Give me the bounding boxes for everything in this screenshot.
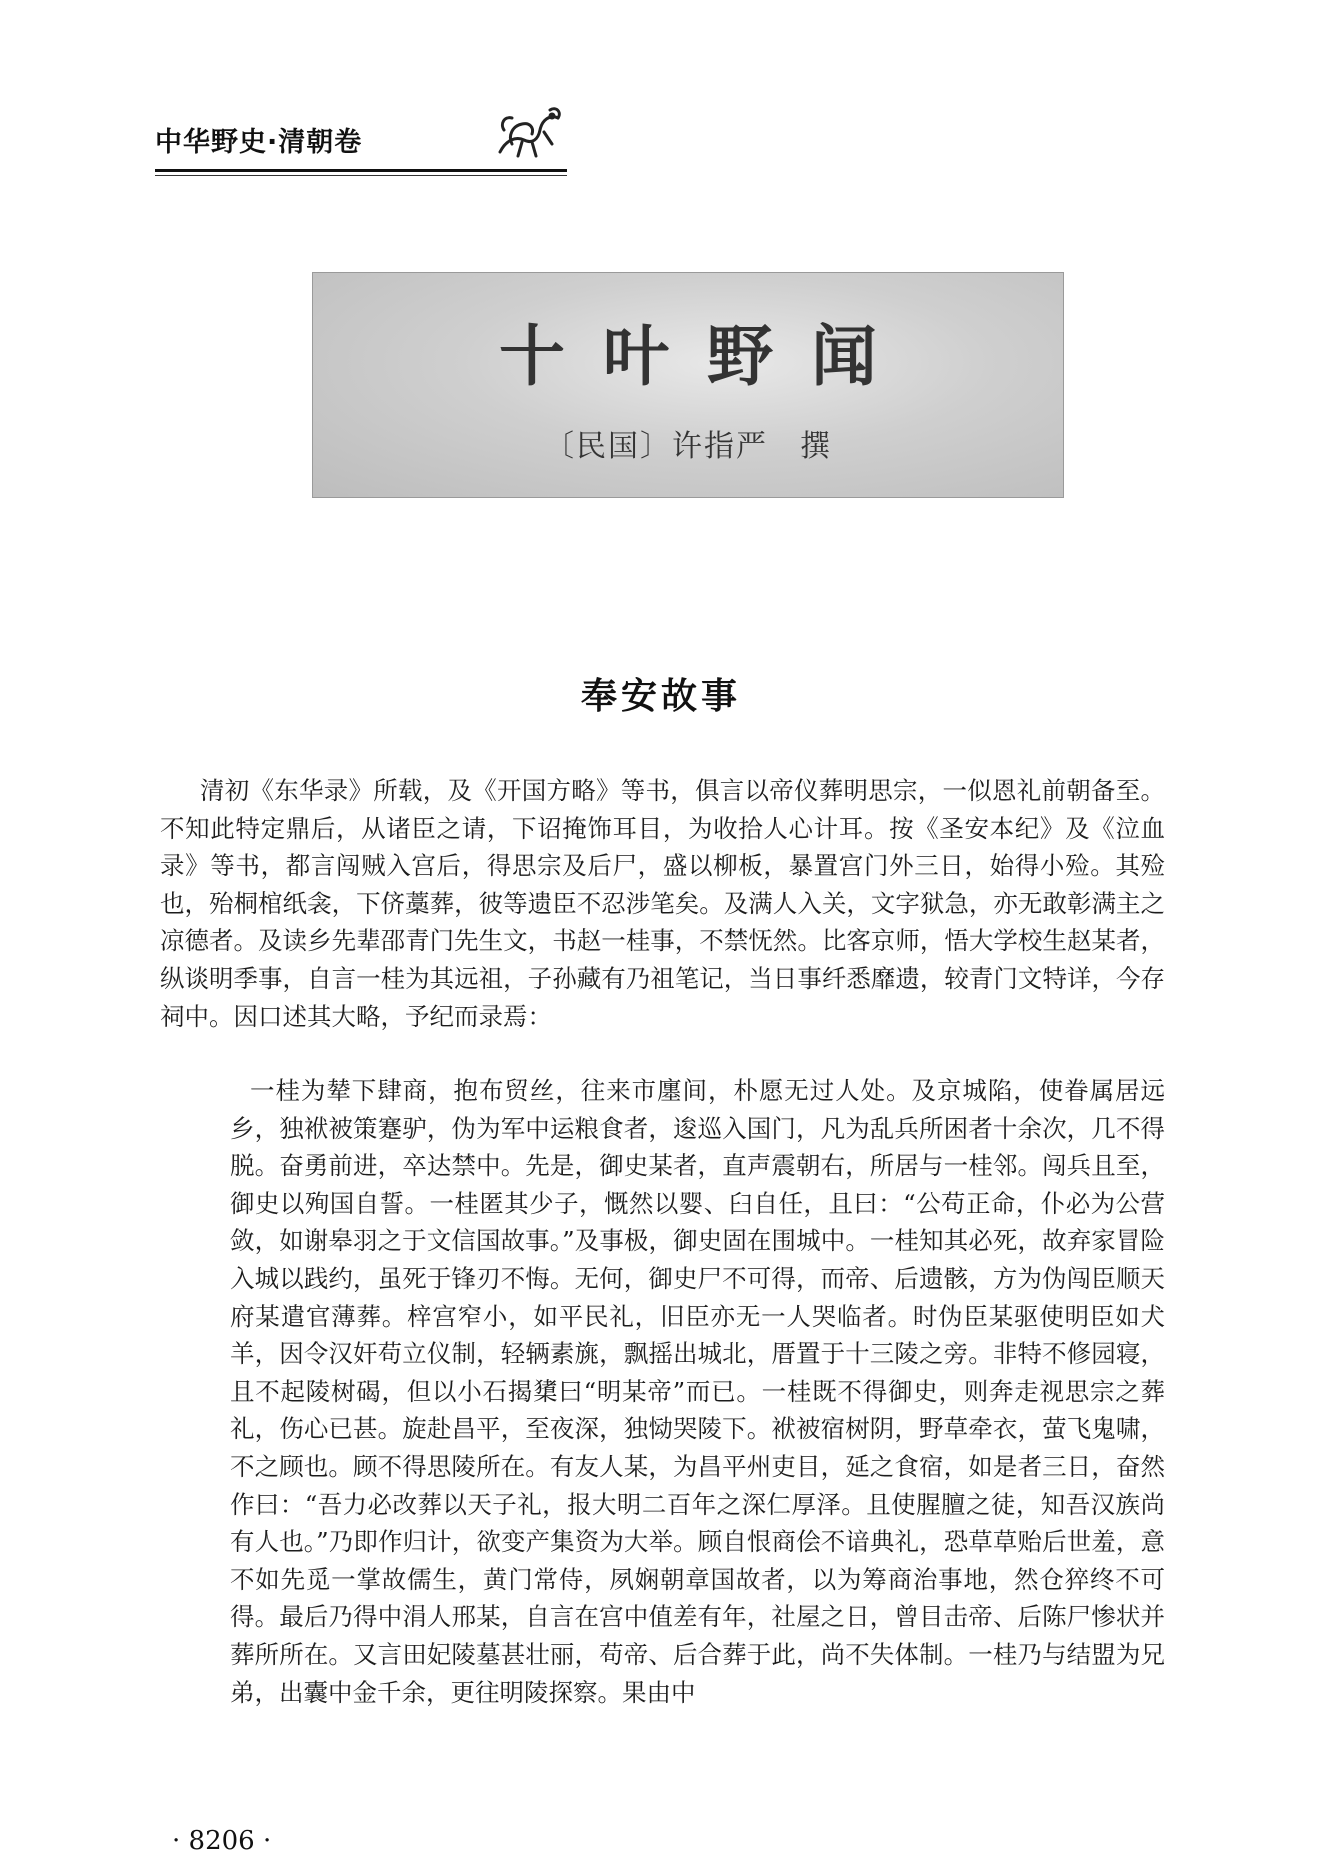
- dragon-emblem-icon: [492, 100, 568, 164]
- book-author: 〔民国〕许指严 撰: [544, 429, 832, 464]
- page-number: · 8206 ·: [172, 1826, 272, 1856]
- title-banner: [312, 272, 1064, 498]
- book-title: 十叶野闻: [499, 317, 915, 395]
- header-rule-thin: [155, 175, 567, 176]
- header-rule: [155, 169, 567, 172]
- body-paragraph: 一桂为辇下肆商，抱布贸丝，往来市廛间，朴愿无过人处。及京城陷，使眷属居远乡，独袱被策蹇驴，伪为军中运粮食者，逡巡入国门，凡为乱兵所困者十余次，几不得脱。奋勇前进，卒达禁中。先是，御史某者，直声震朝右，所居与一桂邻。闯兵且至，御史以殉国自誓。一桂匿其少子，慨然以婴、臼自任，且曰：“公苟正命，仆必为公营敛，如谢皋羽之于文信国故事。”及事极，御史固在围城中。一桂知其必死，故弃家冒险入城以践约，虽死于锋刃不悔。无何，御史尸不可得，而帝、后遗骸，方为伪闯臣顺天府某遣官薄葬。梓宫窄小，如平民礼，旧臣亦无一人哭临者。时伪臣某驱使明臣如犬羊，因令汉奸苟立仪制，轻辆素旐，飘摇出城北，厝置于十三陵之旁。非特不修园寝，且不起陵树碣，但以小石揭橥曰“明某帝”而已。一桂既不得御史，则奔走视思宗之葬礼，伤心已甚。旋赴昌平，至夜深，独恸哭陵下。袱被宿树阴，野草牵衣，萤飞鬼啸，不之顾也。顾不得思陵所在。有友人某，为昌平州吏目，延之食宿，如是者三日，奋然作曰：“吾力必改葬以天子礼，报大明二百年之深仁厚泽。且使腥膻之徒，知吾汉族尚有人也。”乃即作归计，欲变产集资为大举。顾自恨商侩不谙典礼，恐草草贻后世羞，意不如先觅一掌故儒生，黄门常侍，夙娴朝章国故者，以为筹商治事地，然仓猝终不可得。最后乃得中涓人邢某，自言在宫中值差有年，社屋之日，曾目击帝、后陈尸惨状并葬所所在。又言田妃陵墓甚壮丽，苟帝、后合葬于此，尚不失体制。一桂乃与结盟为兄弟，出囊中金千余，更往明陵探察。果由中: [230, 1076, 1165, 1707]
- running-head: 中华野史·清朝卷: [155, 127, 363, 158]
- body-paragraph: 清初《东华录》所载，及《开国方略》等书，俱言以帝仪葬明思宗，一似恩礼前朝备至。不知此特定鼎后，从诸臣之请，下诏掩饰耳目，为收拾人心计耳。按《圣安本纪》及《泣血录》等书，都言闯贼入宫后，得思宗及后尸，盛以柳板，暴置宫门外三日，始得小殓。其殓也，殆桐棺纸衾，下侪藁葬，彼等遗臣不忍涉笔矣。及满人入关，文字狱急，亦无敢彰满主之凉德者。及读乡先辈邵青门先生文，书赵一桂事，不禁怃然。比客京师，悟大学校生赵某者，纵谈明季事，自言一桂为其远祖，子孙藏有乃祖笔记，当日事纤悉靡遗，较青门文特详，今存祠中。因口述其大略，予纪而录焉：: [160, 776, 1165, 1031]
- section-title: 奉安故事: [580, 676, 741, 717]
